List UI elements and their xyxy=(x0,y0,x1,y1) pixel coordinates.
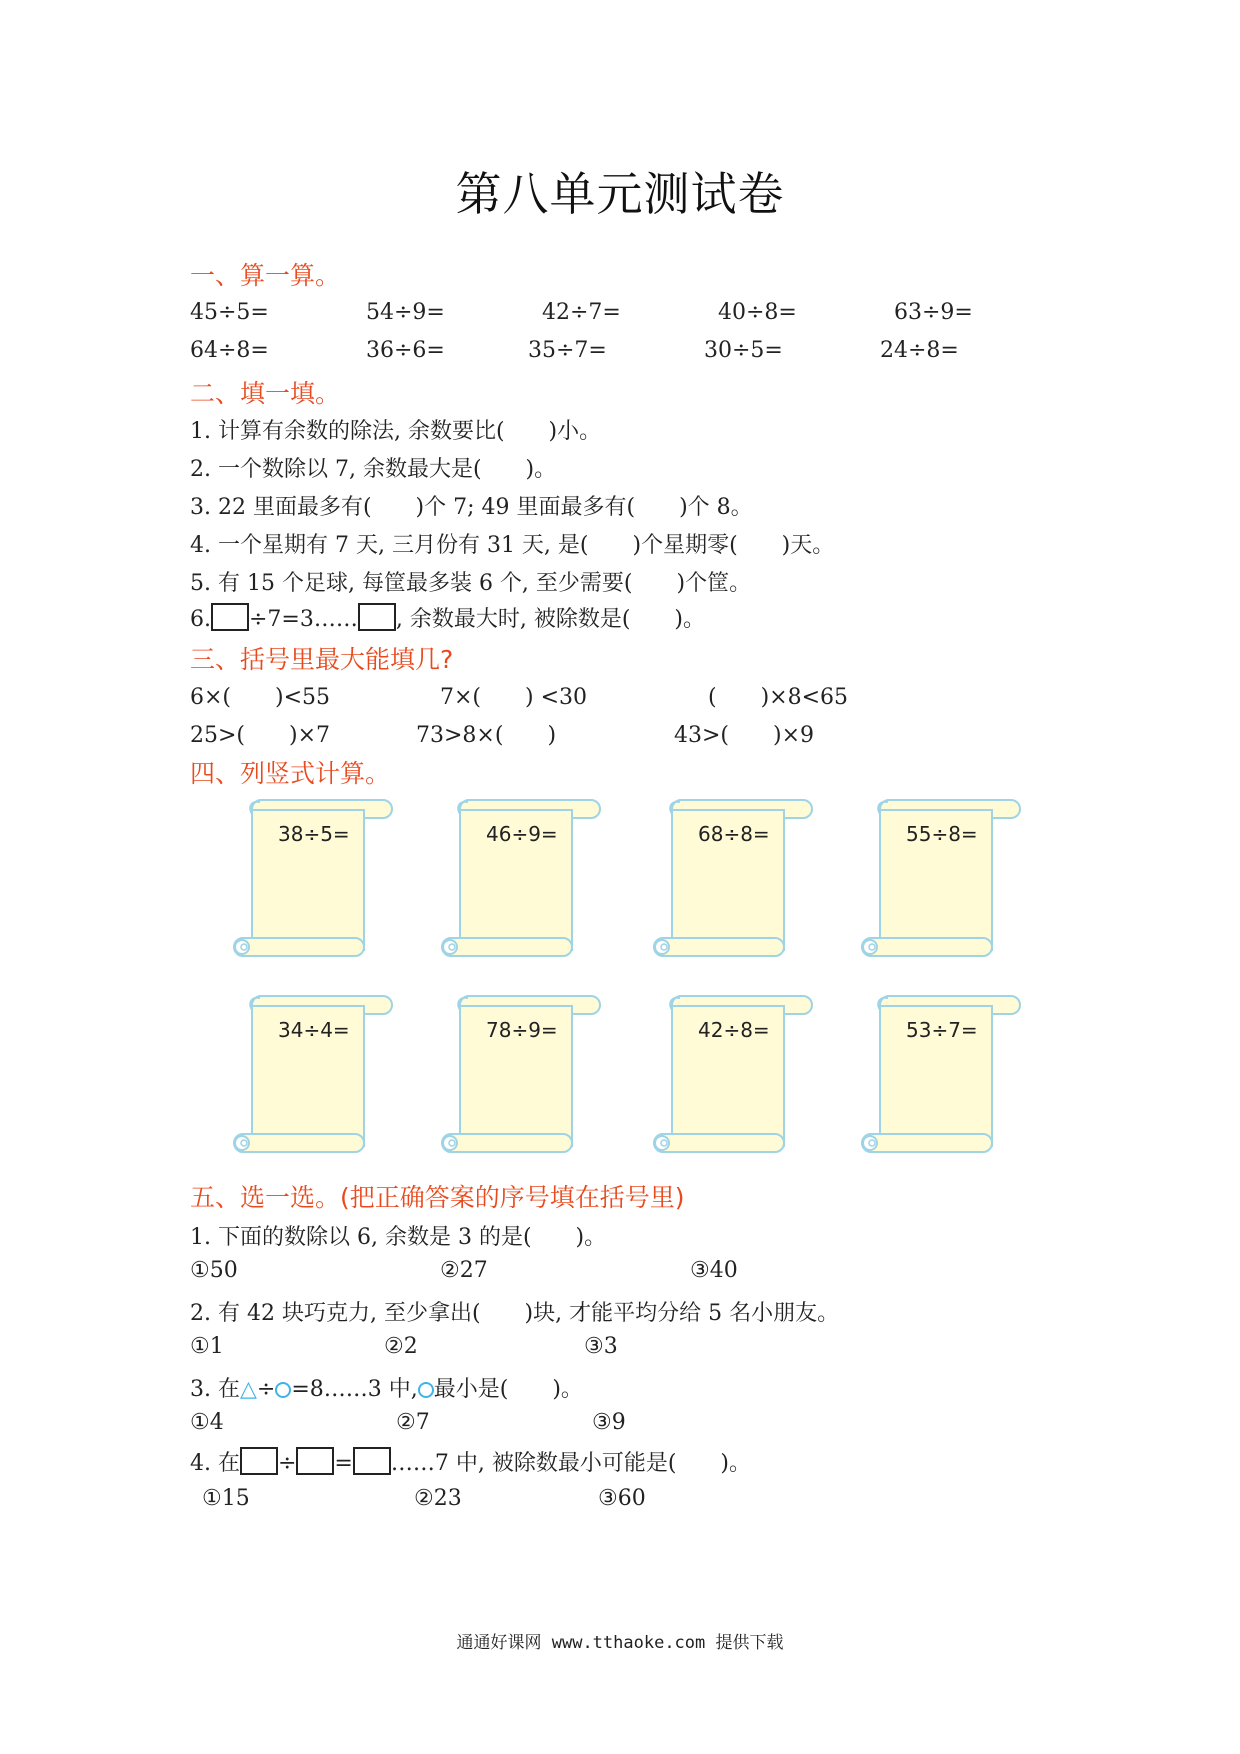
scroll-graphic xyxy=(232,988,402,1158)
scroll-graphic xyxy=(440,988,610,1158)
scroll-card xyxy=(232,988,402,1158)
inequality-item: 7×( ) <30 xyxy=(440,685,588,710)
q6-number: 6. xyxy=(190,607,211,632)
vertical-calc-expression: 78÷9= xyxy=(486,1018,558,1042)
calc-item: 30÷5= xyxy=(704,338,783,363)
option: ①1 xyxy=(190,1334,224,1359)
calc-item: 63÷9= xyxy=(894,300,973,325)
vertical-calc-expression: 42÷8= xyxy=(698,1018,770,1042)
circle-icon xyxy=(418,1382,434,1398)
calc-item: 54÷9= xyxy=(366,300,445,325)
calc-item: 24÷8= xyxy=(880,338,959,363)
choice-question-4 xyxy=(190,1446,751,1477)
inequality-item: ( )×8<65 xyxy=(708,685,849,710)
fill-question-6 xyxy=(190,602,705,633)
scroll-graphic xyxy=(860,988,1030,1158)
option: ③3 xyxy=(584,1334,618,1359)
scroll-card xyxy=(440,792,610,962)
scroll-card xyxy=(860,792,1030,962)
q3-middle: =8……3 中, xyxy=(291,1377,418,1402)
calc-item: 42÷7= xyxy=(542,300,621,325)
inequality-item: 25>( )×7 xyxy=(190,723,331,748)
scroll-graphic xyxy=(440,792,610,962)
circle-icon xyxy=(275,1382,291,1398)
footer-text: 通通好课网 www.tthaoke.com 提供下载 xyxy=(456,1633,784,1653)
scroll-graphic xyxy=(652,792,822,962)
fill-question-1: 1. 计算有余数的除法, 余数要比( )小。 xyxy=(190,419,602,444)
option: ①50 xyxy=(190,1258,238,1283)
choice-question-1: 1. 下面的数除以 6, 余数是 3 的是( )。 xyxy=(190,1225,607,1250)
scroll-graphic xyxy=(860,792,1030,962)
inequality-item: 73>8×( ) xyxy=(416,723,557,748)
option: ③9 xyxy=(592,1410,626,1435)
q4-equals: = xyxy=(334,1451,353,1476)
section-5-heading: 五、选一选。(把正确答案的序号填在括号里) xyxy=(190,1183,685,1212)
vertical-calc-expression: 38÷5= xyxy=(278,822,350,846)
section-3-heading: 三、括号里最大能填几? xyxy=(190,645,454,674)
fill-question-3: 3. 22 里面最多有( )个 7; 49 里面最多有( )个 8。 xyxy=(190,495,753,520)
section-4-heading: 四、列竖式计算。 xyxy=(190,759,391,788)
choice-question-2: 2. 有 42 块巧克力, 至少拿出( )块, 才能平均分给 5 名小朋友。 xyxy=(190,1301,840,1326)
q4-suffix: ……7 中, 被除数最小可能是( )。 xyxy=(390,1451,752,1476)
option: ②2 xyxy=(384,1334,418,1359)
answer-box[interactable] xyxy=(296,1447,334,1475)
option: ②27 xyxy=(440,1258,488,1283)
inequality-item: 6×( )<55 xyxy=(190,685,331,710)
fill-question-4: 4. 一个星期有 7 天, 三月份有 31 天, 是( )个星期零( )天。 xyxy=(190,533,835,558)
calc-item: 64÷8= xyxy=(190,338,269,363)
section-2-heading: 二、填一填。 xyxy=(190,379,341,408)
option: ②7 xyxy=(396,1410,430,1435)
choice-question-3 xyxy=(190,1372,583,1403)
option: ①4 xyxy=(190,1410,224,1435)
option: ③60 xyxy=(598,1486,646,1511)
scroll-card xyxy=(860,988,1030,1158)
q6-middle: ÷7=3…… xyxy=(249,607,358,632)
fill-question-2: 2. 一个数除以 7, 余数最大是( )。 xyxy=(190,457,557,482)
calc-item: 36÷6= xyxy=(366,338,445,363)
section-1-heading: 一、算一算。 xyxy=(190,261,341,290)
calc-item: 40÷8= xyxy=(718,300,797,325)
scroll-card xyxy=(232,792,402,962)
scroll-graphic xyxy=(232,792,402,962)
q4-divide: ÷ xyxy=(277,1451,297,1476)
scroll-card xyxy=(652,792,822,962)
q3-divide: ÷ xyxy=(256,1377,276,1402)
option: ②23 xyxy=(414,1486,462,1511)
inequality-item: 43>( )×9 xyxy=(674,723,815,748)
scroll-card xyxy=(440,988,610,1158)
answer-box[interactable] xyxy=(240,1447,278,1475)
calc-item: 35÷7= xyxy=(528,338,607,363)
vertical-calc-expression: 68÷8= xyxy=(698,822,770,846)
calc-item: 45÷5= xyxy=(190,300,269,325)
vertical-calc-expression: 55÷8= xyxy=(906,822,978,846)
q6-suffix: , 余数最大时, 被除数是( )。 xyxy=(395,607,706,632)
fill-question-5: 5. 有 15 个足球, 每筐最多装 6 个, 至少需要( )个筐。 xyxy=(190,571,752,596)
scroll-graphic xyxy=(652,988,822,1158)
scroll-card xyxy=(652,988,822,1158)
option: ①15 xyxy=(202,1486,250,1511)
triangle-icon: △ xyxy=(239,1377,257,1402)
page-title: 第八单元测试卷 xyxy=(455,167,785,221)
answer-box[interactable] xyxy=(211,603,249,631)
q3-suffix: 最小是( )。 xyxy=(433,1377,583,1402)
option: ③40 xyxy=(690,1258,738,1283)
q3-prefix: 3. 在 xyxy=(190,1377,240,1402)
vertical-calc-expression: 46÷9= xyxy=(486,822,558,846)
answer-box[interactable] xyxy=(358,603,396,631)
vertical-calc-expression: 53÷7= xyxy=(906,1018,978,1042)
answer-box[interactable] xyxy=(353,1447,391,1475)
vertical-calc-expression: 34÷4= xyxy=(278,1018,350,1042)
q4-prefix: 4. 在 xyxy=(190,1451,240,1476)
